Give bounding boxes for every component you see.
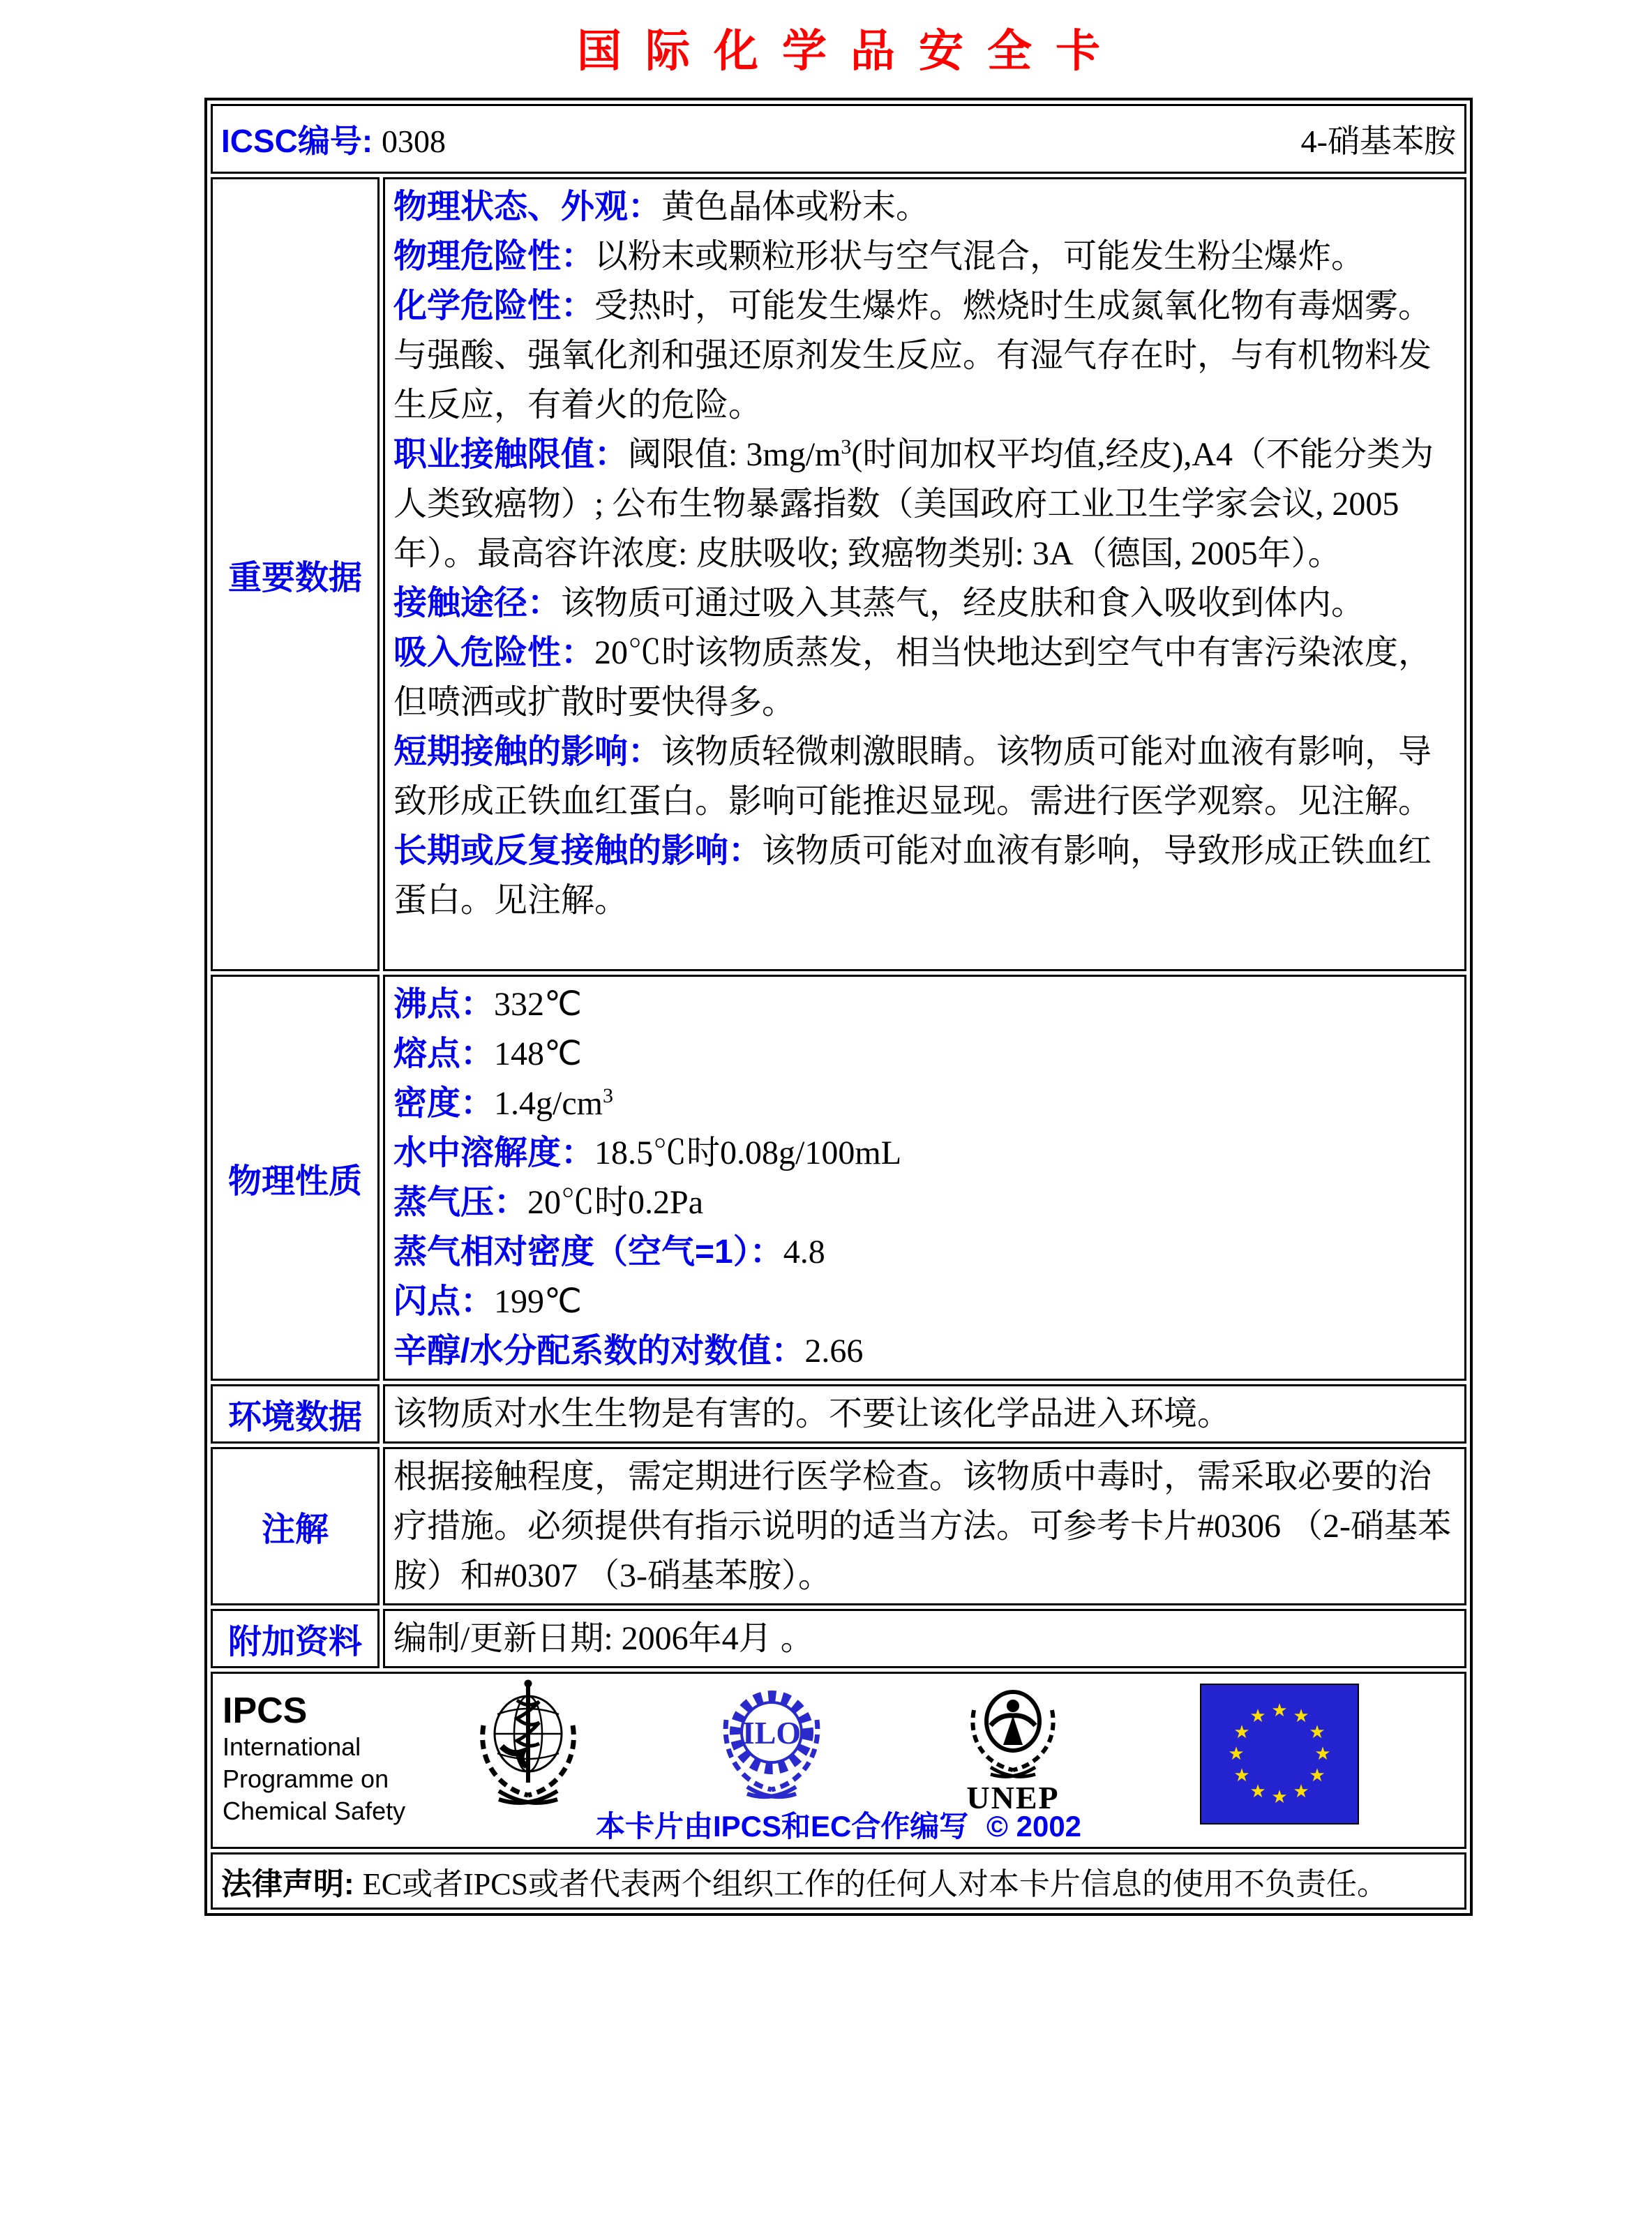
superscript: 3 — [841, 435, 852, 458]
svg-text:★: ★ — [1233, 1765, 1250, 1786]
labeled-item — [393, 578, 1456, 628]
item-label: 长期或反复接触的影响： — [393, 832, 763, 869]
property-label: 沸点： — [393, 986, 495, 1023]
svg-text:★: ★ — [1249, 1781, 1266, 1802]
item-text: 该物质可能对血液有影响，导致形成正铁血红蛋白。见注解。 — [393, 832, 1432, 919]
icsc-card-table — [204, 98, 1473, 1916]
property-label: 蒸气压： — [393, 1184, 528, 1221]
property-item — [393, 1029, 1456, 1079]
copyright-text: © 2002 — [986, 1810, 1082, 1843]
physical-properties-row — [211, 975, 1466, 1381]
environmental-data-text: 该物质对水生生物是有害的。不要让该化学品进入环境。 — [383, 1384, 1466, 1444]
item-text: 该物质轻微刺激眼睛。该物质可能对血液有影响，导致形成正铁血红蛋白。影响可能推迟显现。需进行医学观察。见注解。 — [393, 733, 1432, 820]
item-label: 物理危险性： — [393, 238, 595, 275]
svg-text:★: ★ — [1293, 1706, 1309, 1727]
ilo-logo-icon — [705, 1677, 838, 1802]
important-data-row — [211, 177, 1466, 971]
caption-text: 本卡片由IPCS和EC合作编写 — [595, 1810, 969, 1843]
logos-row — [211, 1672, 1466, 1849]
svg-text:★: ★ — [1228, 1744, 1245, 1764]
labeled-item — [393, 430, 1456, 578]
svg-text:★: ★ — [1271, 1700, 1288, 1721]
unep-logo-icon — [950, 1675, 1076, 1780]
item-text: (时间加权平均值,经皮),A4（不能分类为人类致癌物）; 公布生物暴露指数（美国政府工业卫生学家会议, 2005年）。最高容许浓度: 皮肤吸收; 致癌物类别: 3A（德国, 2005年）。 — [393, 436, 1434, 572]
chemical-name: 4-硝基苯胺 — [1300, 123, 1456, 159]
item-text: 该物质可通过吸入其蒸气，经皮肤和食入吸收到体内。 — [561, 585, 1365, 622]
ipcs-subtitle-line: Programme on — [223, 1764, 389, 1793]
item-text: 20℃时该物质蒸发，相当快地达到空气中有害污染浓度，但喷洒或扩散时要快得多。 — [393, 634, 1432, 721]
item-text: 黄色晶体或粉末。 — [661, 188, 930, 225]
footer-caption — [213, 1804, 1464, 1845]
item-label: 吸入危险性： — [393, 634, 595, 671]
unep-block — [947, 1675, 1079, 1816]
header-row — [211, 104, 1466, 174]
item-label: 接触途径： — [393, 585, 562, 622]
legal-label: 法律声明: — [221, 1867, 363, 1901]
svg-text:★: ★ — [1309, 1765, 1326, 1786]
property-label: 辛醇/水分配系数的对数值： — [393, 1333, 805, 1370]
section-additional-info: 附加资料 — [211, 1609, 380, 1668]
property-value: 199℃ — [494, 1283, 582, 1320]
labeled-item — [393, 628, 1456, 727]
important-data-content — [383, 177, 1466, 971]
property-value: 18.5℃时0.08g/100mL — [594, 1134, 902, 1171]
unep-label: UNEP — [966, 1780, 1060, 1815]
property-label: 蒸气相对密度（空气=1）： — [393, 1234, 783, 1271]
property-value: 20℃时0.2Pa — [527, 1184, 704, 1221]
property-item — [393, 1326, 1456, 1376]
legal-row — [211, 1852, 1466, 1910]
property-label: 密度： — [393, 1085, 495, 1122]
notes-text: 根据接触程度，需定期进行医学检查。该物质中毒时，需采取必要的治疗措施。必须提供有指示说明的适当方法。可参考卡片#0306 （2-硝基苯胺）和#0307 （3-硝基苯胺）。 — [383, 1447, 1466, 1605]
property-label: 闪点： — [393, 1283, 495, 1320]
notes-row — [211, 1447, 1466, 1605]
property-item — [393, 1277, 1456, 1326]
item-text: 阈限值: 3mg/m — [628, 436, 841, 473]
property-value: 1.4g/cm — [494, 1085, 603, 1122]
property-item — [393, 1128, 1456, 1178]
page-title: 国际化学品安全卡 — [577, 26, 1124, 76]
svg-text:★: ★ — [1271, 1787, 1288, 1808]
svg-text:★: ★ — [1249, 1706, 1266, 1727]
property-value: 4.8 — [783, 1234, 825, 1271]
item-label: 物理状态、外观： — [393, 188, 662, 225]
property-item — [393, 1227, 1456, 1277]
labeled-item — [393, 727, 1456, 826]
labeled-item — [393, 182, 1456, 232]
environmental-data-row — [211, 1384, 1466, 1444]
item-label: 职业接触限值： — [393, 436, 629, 473]
property-value: 2.66 — [804, 1333, 864, 1370]
section-notes: 注解 — [211, 1447, 380, 1605]
property-label: 熔点： — [393, 1035, 495, 1072]
labeled-item — [393, 232, 1456, 281]
labeled-item — [393, 281, 1456, 430]
physical-properties-content — [383, 975, 1466, 1381]
item-label: 化学危险性： — [393, 287, 595, 324]
section-important-data: 重要数据 — [211, 177, 380, 971]
ipcs-subtitle-line: International — [223, 1732, 361, 1761]
who-logo-icon — [458, 1677, 598, 1809]
superscript: 3 — [603, 1084, 613, 1107]
additional-info-row — [211, 1609, 1466, 1668]
property-item — [393, 1178, 1456, 1227]
svg-text:★: ★ — [1314, 1744, 1331, 1764]
svg-text:★: ★ — [1233, 1722, 1250, 1743]
item-text: 受热时，可能发生爆炸。燃烧时生成氮氧化物有毒烟雾。与强酸、强氧化剂和强还原剂发生反应。有湿气存在时，与有机物料发生反应，有着火的危险。 — [393, 287, 1432, 424]
ipcs-title: IPCS — [223, 1691, 308, 1731]
ipcs-subtitle-line: Chemical Safety — [223, 1797, 406, 1825]
svg-text:★: ★ — [1293, 1781, 1309, 1802]
item-label: 短期接触的影响： — [393, 733, 662, 770]
additional-info-text: 编制/更新日期: 2006年4月 。 — [383, 1609, 1466, 1668]
property-value: 148℃ — [494, 1035, 582, 1072]
labeled-item — [393, 826, 1456, 925]
property-item — [393, 1079, 1456, 1128]
property-item — [393, 980, 1456, 1029]
icsc-number — [221, 116, 446, 162]
section-physical-properties: 物理性质 — [211, 975, 380, 1381]
icsc-number-value: 0308 — [382, 123, 446, 159]
ilo-label: ILO — [742, 1715, 802, 1751]
property-label: 水中溶解度： — [393, 1134, 595, 1171]
svg-text:★: ★ — [1309, 1722, 1326, 1743]
property-value: 332℃ — [494, 986, 582, 1023]
section-environmental-data: 环境数据 — [211, 1384, 380, 1444]
legal-text: EC或者IPCS或者代表两个组织工作的任何人对本卡片信息的使用不负责任。 — [362, 1867, 1388, 1901]
item-text: 以粉末或颗粒形状与空气混合，可能发生粉尘爆炸。 — [594, 238, 1365, 275]
icsc-number-label: ICSC编号: — [221, 123, 382, 159]
